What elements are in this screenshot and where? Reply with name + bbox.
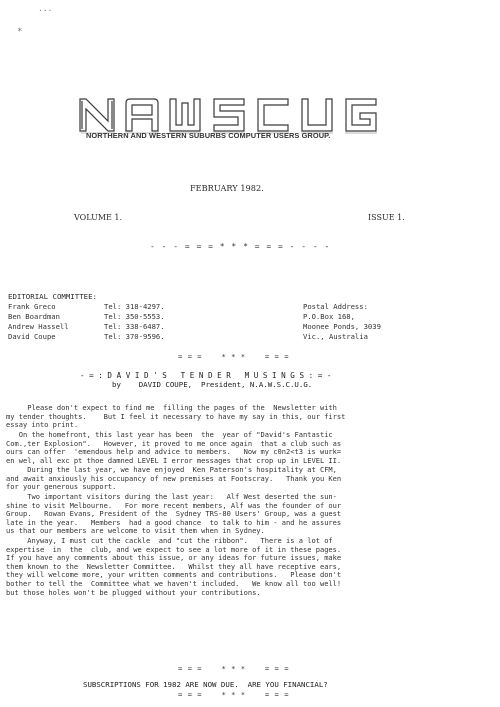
article-byline: by DAVID COUPE, President, N.A.W.S.C.U.G. — [112, 380, 313, 389]
volume-number: VOLUME 1. — [74, 213, 123, 222]
divider-small: = = = * * * = = = — [178, 664, 290, 673]
nawscug-logo-art — [78, 95, 418, 135]
committee-member-tel: Tel: 370-9596. — [104, 332, 165, 341]
stray-mark-top: ... — [38, 4, 53, 13]
article-paragraph: Two important visitors during the last year: Alf West deserted the sun- shine to visit Melbourne. For more recent members, Alf was the founder of our Group. Rowan Evans, President of the Sydney TRS-80 Users' Group, was a guest late in the year. Members had a good chance to talk to him - and he assures us that our members are welcome to visit them when in Sydney. — [6, 492, 342, 536]
committee-title: EDITORIAL COMMITTEE: — [8, 292, 97, 301]
committee-member-tel: Tel: 318-4297. — [104, 302, 165, 311]
divider-small: = = = * * * = = = — [178, 690, 290, 699]
committee-member-tel: Tel: 350-5553. — [104, 312, 165, 321]
postal-address-title: Postal Address: — [303, 302, 368, 311]
postal-address-line: Vic., Australia — [303, 332, 368, 341]
postal-address-line: P.O.Box 168, — [303, 312, 355, 321]
committee-member-name: Andrew Hassell — [8, 322, 69, 331]
article-paragraph: During the last year, we have enjoyed Ken Paterson's hospitality at CFM, and await anxiously his occupancy of new premises at Footscray. Thank you Ken for your generous support. — [6, 465, 342, 492]
divider-small: = = = * * * = = = — [178, 352, 290, 361]
nawscug-logo — [78, 95, 418, 135]
article-paragraph: Anyway, I must cut the cackle and "cut the ribbon". There is a lot of expertise in the club, and we expect to see a lot more of it in these pages. If you have any comments about this issue, or any ideas for future issues, make them known to the Newsletter Committee. Whilst they all have receptive ears, they will welcome more, your written comments and contributions. Please don't bother to tell the Committee what we haven't included. We know all too well! but those holes won't be plugged without your contributions. — [6, 536, 342, 597]
subscriptions-notice: SUBSCRIPTIONS FOR 1982 ARE NOW DUE. ARE YOU FINANCIAL? — [83, 680, 328, 689]
stray-mark-corner: * — [17, 27, 23, 37]
issue-date: FEBRUARY 1982. — [190, 183, 264, 193]
group-subtitle: NORTHERN AND WESTERN SUBURBS COMPUTER USERS GROUP. — [86, 131, 331, 140]
article-paragraph: On the homefront, this last year has been the year of "David's Fantastic Com.,ter Explosion". However, it proved to me once again that a club such as ours can offer 'emendous help and advice to members. Now my c0n2<t3 is wurk= en wel, all exc pt thoe damned LEVEL I error messages that crop up in LEVEL II. — [6, 430, 342, 465]
article-paragraph: Please don't expect to find me filling the pages of the Newsletter with my tender thoughts. But I feel it necessary to have my say in this, our first essay into print. — [6, 403, 346, 430]
committee-member-name: David Coupe — [8, 332, 56, 341]
postal-address-line: Moonee Ponds, 3039 — [303, 322, 381, 331]
article-heading: - = : D A V I D ' S T E N D E R M U S I N G S : = - — [80, 371, 332, 380]
committee-member-tel: Tel: 338-6487. — [104, 322, 165, 331]
issue-number: ISSUE 1. — [368, 213, 405, 222]
divider-main: - - - = = = * * * = = = - - - - — [150, 242, 331, 251]
committee-member-name: Ben Boardman — [8, 312, 60, 321]
committee-member-name: Frank Greco — [8, 302, 56, 311]
